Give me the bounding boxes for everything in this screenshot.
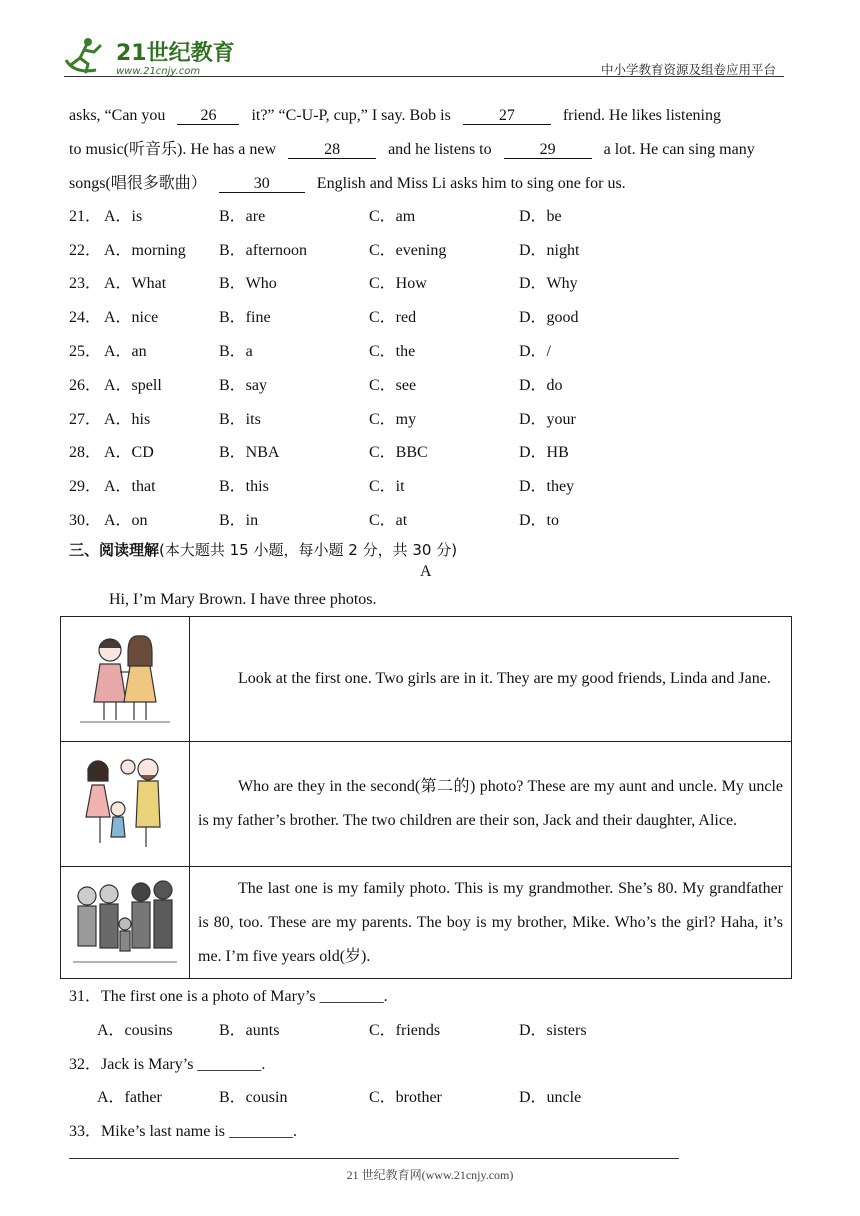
option-b: B．this [219,478,269,495]
two-girls-illustration [70,622,180,732]
option-a: A．morning [104,242,186,259]
cloze-num: 25． [69,343,102,360]
option-b: B．cousin [219,1089,288,1106]
option-c: C．brother [369,1089,442,1106]
blank-30: 30 [219,176,305,193]
logo-url: www.21cnjy.com [116,66,201,77]
option-b: B．are [219,208,266,225]
option-d: D．be [519,208,562,225]
question-32: 32．Jack is Mary’s ________. [69,1056,266,1073]
passage-text: friend. He likes listening [562,107,721,124]
option-c: C．BBC [369,444,428,461]
option-d: D．uncle [519,1089,582,1106]
cloze-num: 27． [69,411,102,428]
family-photo-illustration [69,870,181,970]
photo-cell [61,867,190,979]
question-33: 33．Mike’s last name is ________. [69,1123,297,1140]
passage-line-1 [69,106,721,126]
logo-text: 21世纪教育 [116,41,234,66]
option-c: C．at [369,512,408,529]
option-d: D．they [519,478,575,495]
option-a: A．What [104,275,167,292]
cloze-num: 21． [69,208,102,225]
option-c: C．evening [369,242,447,259]
option-b: B．say [219,377,268,394]
photo-description [190,867,792,979]
option-c: C．How [369,275,427,292]
blank-26: 26 [177,108,239,125]
section-title: 三、阅读理解 [69,541,160,559]
section-heading [69,539,457,560]
option-d: D．your [519,411,576,428]
option-b: B．Who [219,275,277,292]
option-a: A．is [104,208,143,225]
table-row [61,867,792,979]
passage-text: asks, “Can you [69,107,166,124]
photo-text: The last one is my family photo. This is my grandmother. She’s 80. My grandfather is 80, too. These are my parents. The boy is my brother, Mike. Who’s the girl? Haha, it’s me. I’m five years old(岁). [198,879,783,965]
passage-text: a lot. He can sing many [603,141,755,158]
option-d: D．HB [519,444,569,461]
photo-cell [61,617,190,742]
option-d: D．sisters [519,1022,587,1039]
option-b: B．in [219,512,259,529]
table-row [61,742,792,867]
option-a: A．father [97,1089,162,1106]
option-c: C．red [369,309,417,326]
passage-text: it?” “C-U-P, cup,” I say. Bob is [251,107,451,124]
option-a: A．nice [104,309,159,326]
option-d: D．to [519,512,560,529]
site-logo [64,34,234,78]
passage-text: songs(唱很多歌曲） [69,175,207,192]
cloze-num: 26． [69,377,102,394]
footer-text: 21 世纪教育网(www.21cnjy.com) [346,1168,514,1182]
blank-29: 29 [504,142,592,159]
cloze-num: 22． [69,242,102,259]
option-a: A．on [104,512,148,529]
option-d: D．do [519,377,563,394]
cloze-num: 28． [69,444,102,461]
option-b: B．a [219,343,253,360]
option-b: B．afternoon [219,242,307,259]
question-31: 31．The first one is a photo of Mary’s ________. [69,988,388,1005]
passage-text: to music(听音乐). He has a new [69,141,277,158]
option-d: D．night [519,242,580,259]
photo-cell [61,742,190,867]
photo-description [190,742,792,867]
blank-28: 28 [288,142,376,159]
passage-letter: A [420,563,432,580]
option-a: A．an [104,343,147,360]
option-b: B．its [219,411,261,428]
option-d: D．/ [519,343,552,360]
cloze-num: 23． [69,275,102,292]
photo-description [190,617,792,742]
option-c: C．the [369,343,416,360]
option-d: D．good [519,309,579,326]
blank-27: 27 [463,108,551,125]
passage-line-3 [69,174,626,194]
option-a: A．spell [104,377,162,394]
option-c: C．my [369,411,417,428]
passage-text: and he listens to [388,141,492,158]
cloze-num: 24． [69,309,102,326]
footer-divider [69,1158,679,1159]
cloze-num: 30． [69,512,102,529]
passage-text: English and Miss Li asks him to sing one for us. [316,175,626,192]
passage-line-2 [69,140,755,160]
header-platform-text: 中小学教育资源及组卷应用平台 [600,62,776,77]
photo-text: Who are they in the second(第二的) photo? These are my aunt and uncle. My uncle is my father’s brother. The two children are their son, Jack and their daughter, Alice. [198,778,783,829]
cloze-num: 29． [69,478,102,495]
aunt-uncle-family-illustration [70,747,180,857]
option-c: C．friends [369,1022,441,1039]
option-a: A．cousins [97,1022,173,1039]
header-divider [64,76,784,77]
option-c: C．it [369,478,405,495]
option-d: D．Why [519,275,578,292]
option-c: C．am [369,208,416,225]
option-a: A．CD [104,444,154,461]
option-b: B．fine [219,309,271,326]
option-a: A．that [104,478,156,495]
option-b: B．NBA [219,444,280,461]
photo-text: Look at the first one. Two girls are in it. They are my good friends, Linda and Jane. [238,670,771,687]
passage-intro: Hi, I’m Mary Brown. I have three photos. [109,591,377,608]
option-c: C．see [369,377,417,394]
section-note: (本大题共 15 小题，每小题 2 分，共 30 分) [159,541,458,559]
photo-table [60,616,792,979]
table-row [61,617,792,742]
option-a: A．his [104,411,151,428]
option-b: B．aunts [219,1022,280,1039]
